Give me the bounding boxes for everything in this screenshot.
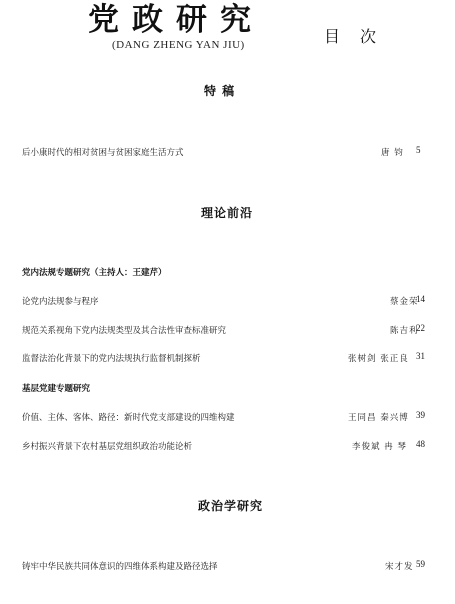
toc-entry-author: 王同昌 秦兴博 bbox=[348, 413, 409, 423]
contents-label: 目次 bbox=[324, 27, 397, 46]
toc-entry-title[interactable]: 价值、主体、客体、路径：新时代党支部建设的四维构建 bbox=[22, 413, 235, 423]
toc-entry-author: 李俊斌 冉 琴 bbox=[352, 442, 407, 452]
toc-entry-author: 蔡金荣 bbox=[390, 297, 419, 307]
toc-entry-author: 陈吉利 bbox=[390, 326, 419, 336]
toc-entry-title[interactable]: 论党内法规参与程序 bbox=[22, 297, 99, 307]
section-heading-politics: 政治学研究 bbox=[198, 499, 264, 513]
toc-entry-author: 唐 钧 bbox=[381, 148, 404, 158]
subsection-heading-grassroots: 基层党建专题研究 bbox=[22, 384, 91, 394]
subsection-heading-party-regulations: 党内法规专题研究（主持人：王建芹） bbox=[22, 268, 167, 278]
journal-title: 党政研究 bbox=[88, 2, 264, 38]
toc-entry-page[interactable]: 5 bbox=[416, 145, 421, 155]
section-heading-special: 特 稿 bbox=[204, 84, 236, 98]
toc-entry-page[interactable]: 22 bbox=[416, 323, 425, 333]
toc-entry-title[interactable]: 后小康时代的相对贫困与贫困家庭生活方式 bbox=[22, 148, 184, 158]
toc-entry-title[interactable]: 规范关系视角下党内法规类型及其合法性审查标准研究 bbox=[22, 326, 227, 336]
toc-entry-page[interactable]: 31 bbox=[416, 351, 425, 361]
toc-entry-author: 宋才发 bbox=[385, 562, 414, 572]
journal-pinyin: (DANG ZHENG YAN JIU) bbox=[112, 39, 245, 51]
toc-entry-title[interactable]: 铸牢中华民族共同体意识的四维体系构建及路径选择 bbox=[22, 562, 218, 572]
toc-entry-page[interactable]: 48 bbox=[416, 439, 425, 449]
toc-entry-page[interactable]: 59 bbox=[416, 559, 425, 569]
section-heading-theory: 理论前沿 bbox=[201, 206, 254, 220]
toc-entry-author: 张树剑 张正良 bbox=[348, 354, 409, 364]
toc-entry-title[interactable]: 监督法治化背景下的党内法规执行监督机制探析 bbox=[22, 354, 201, 364]
toc-entry-page[interactable]: 39 bbox=[416, 410, 425, 420]
toc-entry-page[interactable]: 14 bbox=[416, 294, 425, 304]
toc-entry-title[interactable]: 乡村振兴背景下农村基层党组织政治功能论析 bbox=[22, 442, 193, 452]
